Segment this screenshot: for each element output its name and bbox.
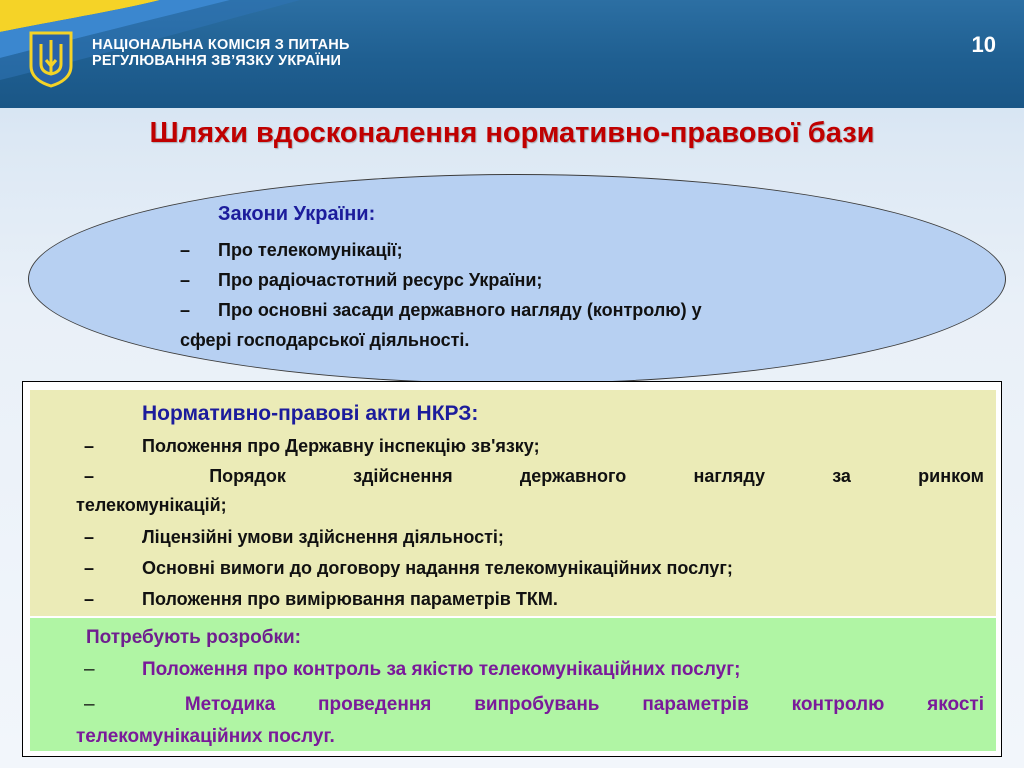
development-word: проведення (318, 694, 432, 715)
law-item-text: Про основні засади державного нагляду (контролю) у (218, 300, 702, 320)
dash: – (84, 659, 95, 680)
development-word: параметрів (642, 694, 749, 715)
act-item-text: Положення про Державну інспекцію зв'язку; (142, 436, 540, 456)
laws-heading: Закони України: (218, 203, 376, 225)
laws-block (180, 203, 920, 355)
development-word: Методика (184, 694, 276, 715)
act-item (76, 524, 984, 550)
act-word: здійснення (353, 466, 453, 486)
act-item (76, 555, 984, 577)
law-item-text: Про радіочастотний ресурс України; (218, 270, 543, 290)
dash: – (180, 240, 191, 260)
act-item-text: Положення про вимірювання параметрів ТКМ. (142, 589, 558, 609)
development-heading: Потребують розробки: (86, 627, 301, 648)
act-item-text: Основні вимоги до договору надання телекомунікаційних послуг; (142, 558, 733, 577)
development-item-text: Положення про контроль за якістю телекомунікаційних послуг; (142, 659, 741, 680)
development-word: якості (927, 694, 984, 715)
page-number: 10 (971, 32, 996, 57)
dash: – (84, 466, 95, 486)
act-word: нагляду (693, 466, 765, 486)
dash: – (84, 589, 95, 609)
act-item (76, 463, 984, 489)
org-name-line1: НАЦІОНАЛЬНА КОМІСІЯ З ПИТАНЬ (92, 37, 350, 53)
development-word: випробувань (474, 694, 600, 715)
act-item-continuation: телекомунікацій; (76, 495, 227, 515)
org-name-line2: РЕГУЛЮВАННЯ ЗВ’ЯЗКУ УКРАЇНИ (92, 53, 342, 69)
law-item (180, 235, 920, 265)
law-item (180, 295, 920, 325)
act-item (76, 433, 984, 459)
slide-title: Шляхи вдосконалення нормативно-правової бази (149, 117, 875, 149)
act-word: Порядок (209, 466, 286, 486)
trident-emblem-icon (28, 30, 74, 88)
act-word: ринком (918, 466, 984, 486)
development-item-continuation: телекомунікаційних послуг. (76, 726, 335, 747)
slide-header (0, 0, 1024, 108)
development-item (76, 656, 984, 684)
dash: – (180, 300, 191, 320)
dash: – (84, 694, 95, 715)
act-word: державного (519, 466, 627, 486)
dash: – (84, 558, 95, 577)
law-item (180, 265, 920, 295)
law-item-text: Про телекомунікації; (218, 240, 403, 260)
law-item-continuation: сфері господарської діяльності. (180, 330, 470, 350)
act-item-text: Ліцензійні умови здійснення діяльності; (142, 527, 504, 547)
development-word: контролю (791, 694, 885, 715)
development-item (76, 691, 984, 719)
act-word: за (832, 466, 851, 486)
dash: – (84, 527, 95, 547)
dash: – (180, 270, 191, 290)
dash: – (84, 436, 95, 456)
act-item (76, 586, 984, 612)
acts-heading: Нормативно-правові акти НКРЗ: (142, 402, 479, 425)
